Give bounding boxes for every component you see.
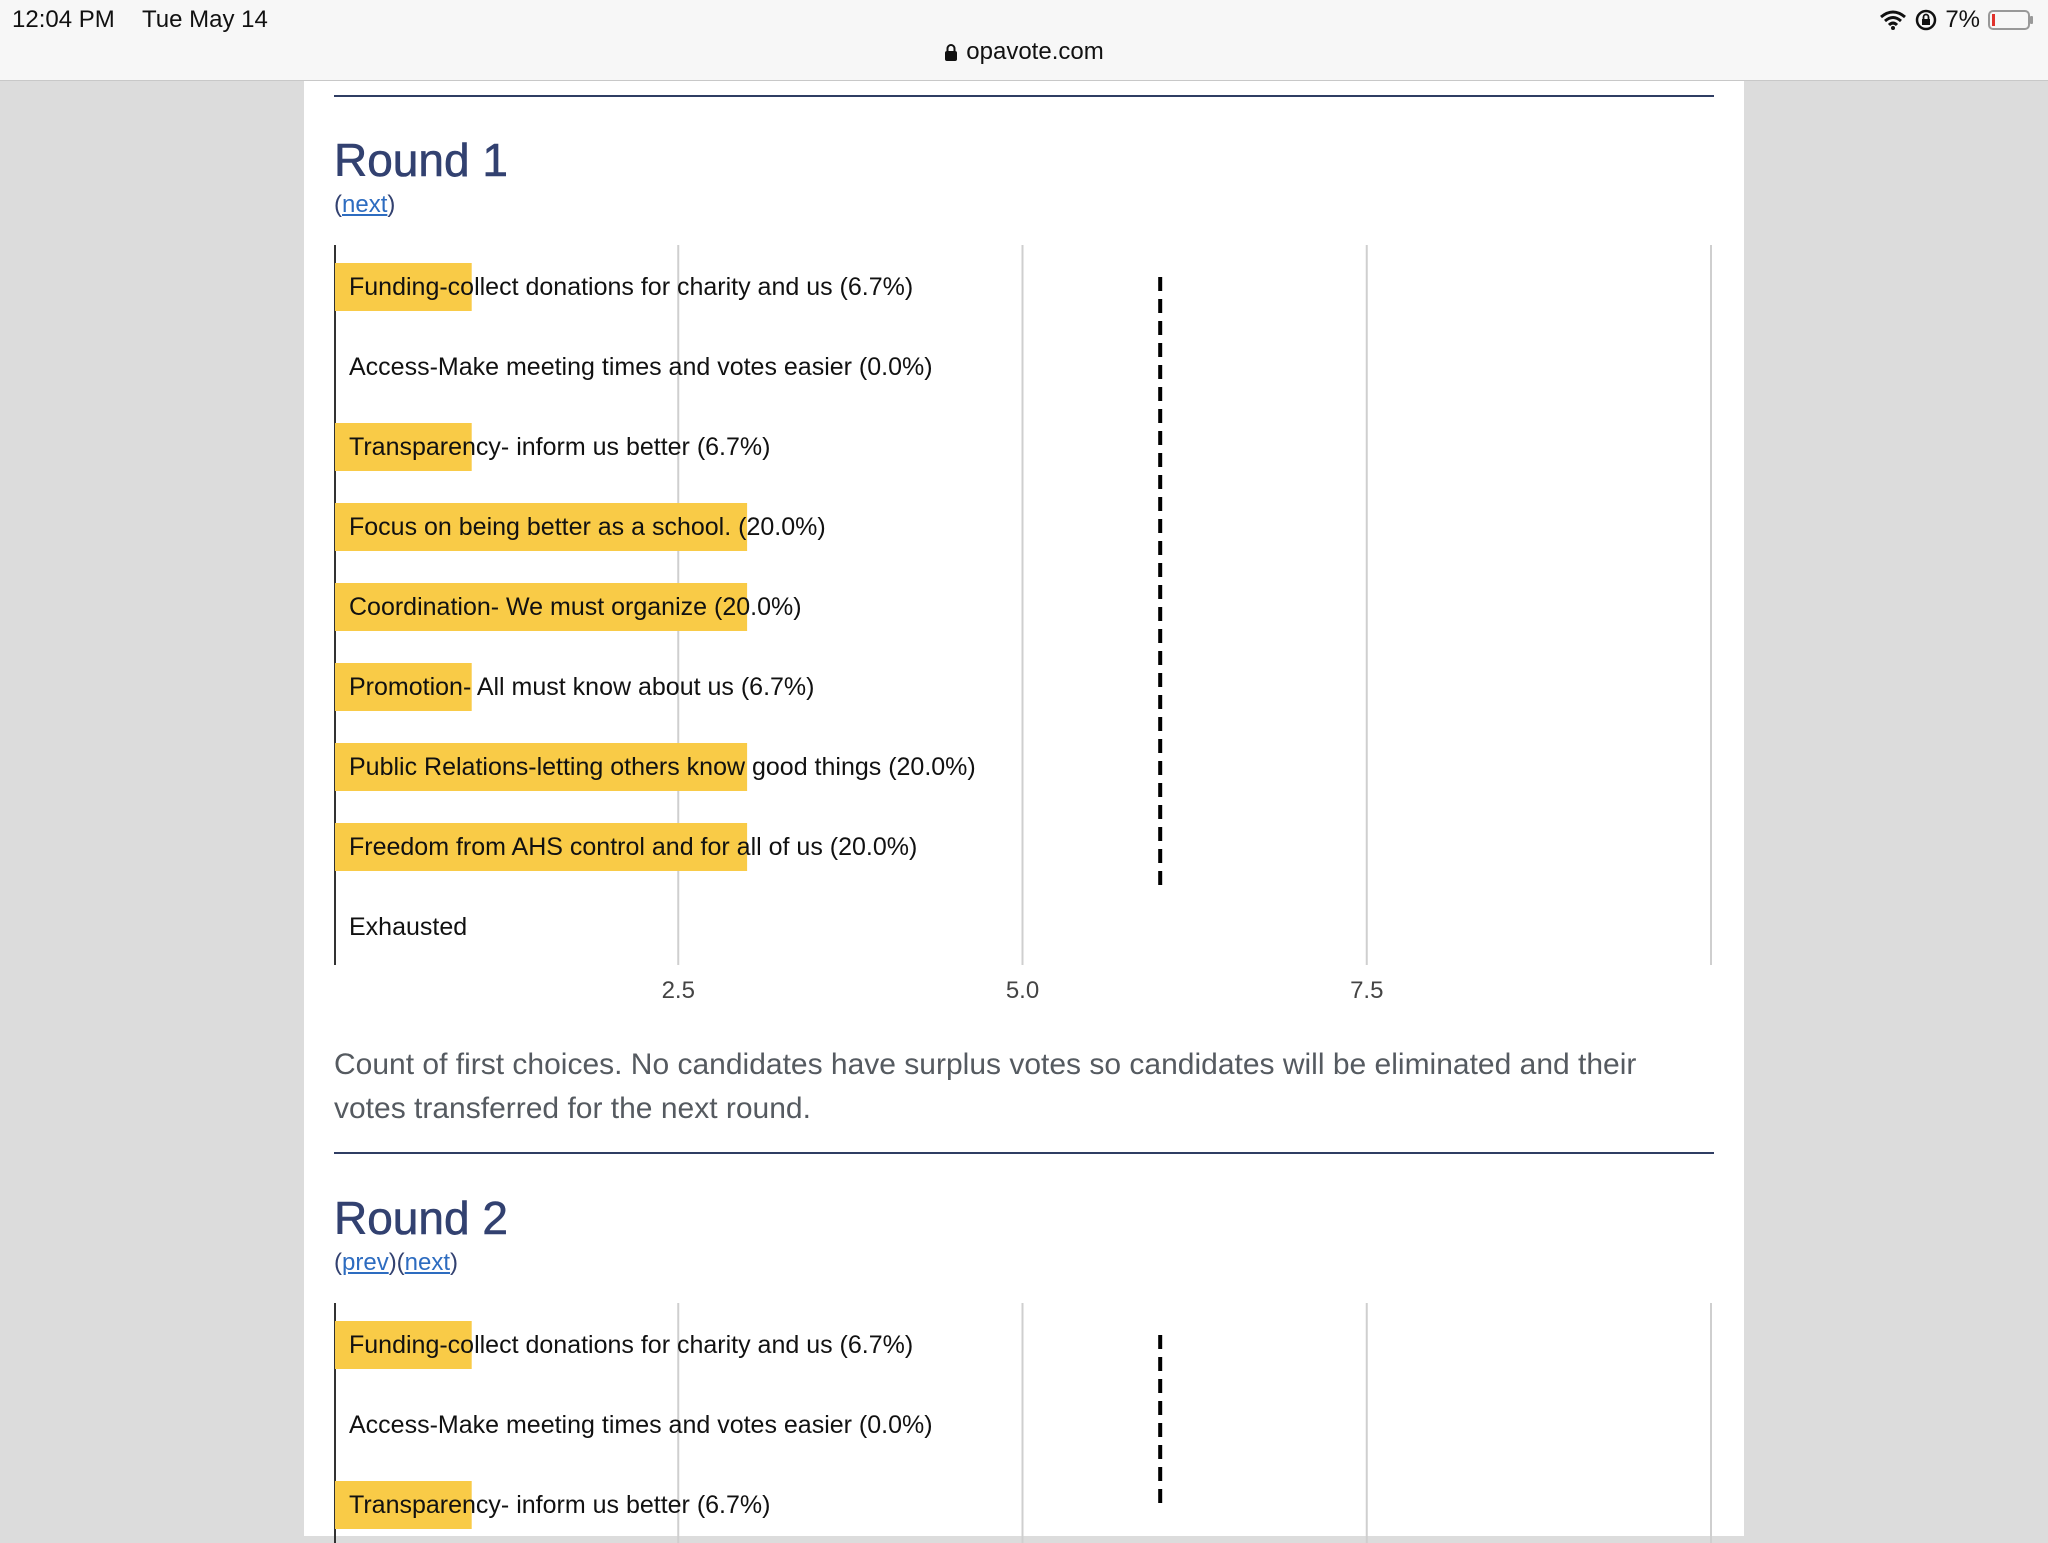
- results-card: [304, 81, 1744, 1536]
- status-date: Tue May 14: [142, 6, 268, 33]
- address-bar[interactable]: [0, 38, 2048, 66]
- bar-label: Exhausted: [349, 913, 468, 941]
- round-1-next-link[interactable]: next: [342, 191, 388, 218]
- round-1-chart: [334, 245, 1714, 1004]
- section-divider: [334, 1152, 1714, 1154]
- bar-label: Funding-collect donations for charity and us (6.7%): [349, 1331, 914, 1359]
- x-tick-label: 2.5: [661, 977, 695, 1004]
- round-2-nav: (prev)(next): [334, 1249, 459, 1276]
- round-2-prev-link[interactable]: prev: [342, 1249, 389, 1276]
- bar-label: Access-Make meeting times and votes easier (0.0%): [349, 1411, 933, 1439]
- bar-label: Funding-collect donations for charity and us (6.7%): [349, 273, 914, 301]
- round-1-title: Round 1: [334, 134, 508, 186]
- battery-percent: 7%: [1945, 6, 1980, 33]
- round-2-chart: [334, 1303, 1714, 1543]
- section-divider: [334, 95, 1714, 97]
- status-time: 12:04 PM: [12, 6, 115, 33]
- bar-label: Transparency- inform us better (6.7%): [349, 433, 771, 461]
- bar-label: Public Relations-letting others know good things (20.0%): [349, 753, 976, 781]
- bar-label: Transparency- inform us better (6.7%): [349, 1491, 771, 1519]
- browser-top-bar: [0, 0, 2048, 81]
- bar-label: Coordination- We must organize (20.0%): [349, 593, 802, 621]
- x-tick-label: 5.0: [1005, 977, 1040, 1004]
- wifi-icon: [1879, 9, 1907, 31]
- bar-label: Freedom from AHS control and for all of us (20.0%): [349, 833, 918, 861]
- round-1-nav: (next): [334, 191, 396, 218]
- bar-label: Promotion- All must know about us (6.7%): [349, 673, 815, 701]
- address-url: opavote.com: [966, 38, 1104, 65]
- status-indicators: [1879, 6, 2034, 34]
- rotation-lock-icon: [1915, 9, 1937, 31]
- round-2-next-link[interactable]: next: [404, 1249, 451, 1276]
- lock-icon: [944, 43, 958, 61]
- round-1-caption: Count of first choices. No candidates have surplus votes so candidates will be eliminated and their votes transferred for the next round.: [334, 1048, 1637, 1125]
- battery-icon: [1988, 9, 2034, 31]
- bar-label: Focus on being better as a school. (20.0%): [349, 513, 826, 541]
- x-tick-label: 7.5: [1350, 977, 1384, 1004]
- bar-label: Access-Make meeting times and votes easier (0.0%): [349, 353, 933, 381]
- round-2-title: Round 2: [334, 1192, 508, 1244]
